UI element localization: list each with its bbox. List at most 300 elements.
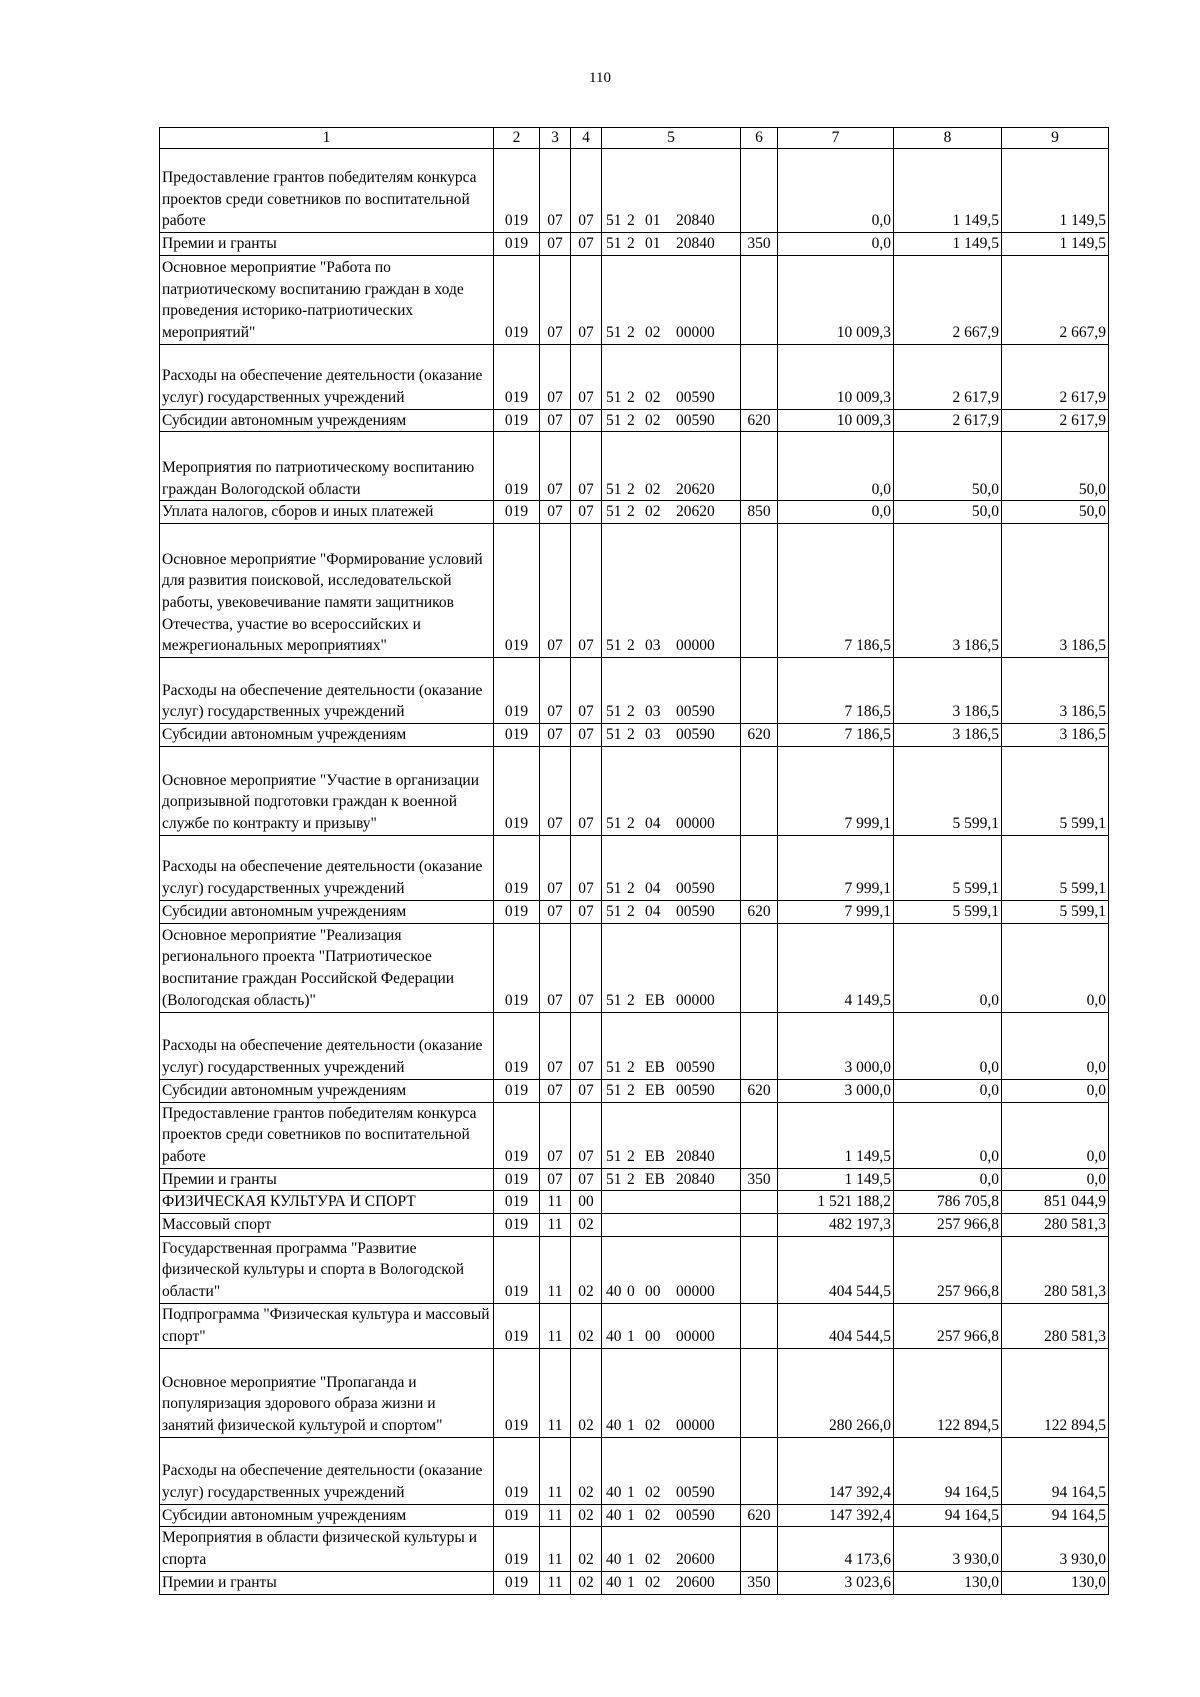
header-cell: 5 [602, 128, 741, 149]
amount-col8-cell: 3 930,0 [894, 1527, 1002, 1571]
code-target-article-cell [602, 1214, 741, 1237]
code-ministry-cell: 019 [494, 1437, 540, 1504]
amount-col8-cell: 2 617,9 [894, 409, 1002, 432]
table-row [160, 1191, 1109, 1214]
target-article-part: 00590 [676, 902, 715, 920]
code-section-cell: 07 [540, 900, 571, 923]
code-expense-type-cell: 620 [741, 1504, 778, 1527]
code-target-article-cell [602, 1079, 741, 1102]
target-article-part: EB [645, 1058, 665, 1076]
target-article-part: 1 [627, 1484, 635, 1502]
code-section-cell: 07 [540, 1168, 571, 1191]
row-name-cell: Государственная программа "Развитие физической культуры и спорта в Вологодской области" [160, 1236, 494, 1303]
amount-col8-cell: 130,0 [894, 1571, 1002, 1594]
target-article-part: 00590 [676, 703, 715, 721]
code-subsection-cell: 07 [571, 923, 602, 1012]
amount-col9-cell: 50,0 [1002, 432, 1109, 501]
amount-col9-cell: 0,0 [1002, 1079, 1109, 1102]
row-name-cell: Основное мероприятие "Формирование условий для развития поисковой, исследовательской работы, увековечивание памяти защитников Отечества, участие во всероссийских и межрегиональных мероприятиях" [160, 524, 494, 658]
target-article-part: 2 [627, 235, 635, 252]
target-article-part: 02 [645, 389, 661, 406]
target-article-part: 51 [606, 1147, 622, 1165]
target-article-part: 00590 [676, 726, 715, 744]
amount-col9-cell: 280 581,3 [1002, 1236, 1109, 1303]
target-article-part: 03 [645, 703, 661, 721]
amount-col9-cell: 851 044,9 [1002, 1191, 1109, 1214]
amount-col7-cell: 7 999,1 [778, 835, 894, 900]
target-article-part: 40 [606, 1506, 622, 1524]
target-article-part: 03 [645, 726, 661, 744]
code-subsection-cell: 07 [571, 501, 602, 524]
code-subsection-cell: 07 [571, 1079, 602, 1102]
target-article-part: 04 [645, 880, 661, 898]
code-subsection-cell: 02 [571, 1348, 602, 1437]
target-article-part: 00000 [676, 991, 715, 1009]
table-row [160, 149, 1109, 233]
amount-col8-cell: 5 599,1 [894, 900, 1002, 923]
table-row [160, 255, 1109, 344]
code-ministry-cell: 019 [494, 1236, 540, 1303]
amount-col7-cell: 482 197,3 [778, 1214, 894, 1237]
amount-col8-cell: 257 966,8 [894, 1303, 1002, 1348]
code-section-cell: 11 [540, 1191, 571, 1214]
table-row [160, 1437, 1109, 1504]
target-article-part: 51 [606, 1170, 622, 1188]
target-article-part: 2 [627, 815, 635, 833]
code-section-cell: 07 [540, 149, 571, 233]
amount-col7-cell: 7 186,5 [778, 524, 894, 658]
code-section-cell: 11 [540, 1504, 571, 1527]
table-row [160, 233, 1109, 256]
code-section-cell: 11 [540, 1348, 571, 1437]
amount-col9-cell: 5 599,1 [1002, 746, 1109, 835]
code-subsection-cell: 02 [571, 1527, 602, 1571]
amount-col8-cell: 0,0 [894, 1168, 1002, 1191]
code-ministry-cell: 019 [494, 1571, 540, 1594]
amount-col9-cell: 94 164,5 [1002, 1437, 1109, 1504]
header-cell: 9 [1002, 128, 1109, 149]
target-article-part: 51 [606, 480, 622, 498]
table-row [160, 1504, 1109, 1527]
target-article-part: 02 [645, 1484, 661, 1502]
table-row [160, 1527, 1109, 1571]
code-expense-type-cell [741, 1214, 778, 1237]
code-expense-type-cell [741, 1527, 778, 1571]
target-article-part: 03 [645, 637, 661, 655]
target-article-part: 20620 [676, 480, 715, 498]
code-subsection-cell: 02 [571, 1504, 602, 1527]
amount-col8-cell: 3 186,5 [894, 724, 1002, 747]
target-article-part: 51 [606, 991, 622, 1009]
target-article-part: 40 [606, 1328, 622, 1346]
amount-col9-cell: 50,0 [1002, 501, 1109, 524]
code-subsection-cell: 07 [571, 746, 602, 835]
target-article-part: 00590 [676, 1506, 715, 1524]
target-article-part: 2 [627, 880, 635, 898]
amount-col9-cell: 1 149,5 [1002, 149, 1109, 233]
code-expense-type-cell [741, 1236, 778, 1303]
code-ministry-cell: 019 [494, 149, 540, 233]
code-expense-type-cell [741, 746, 778, 835]
target-article-part: 1 [627, 1551, 635, 1569]
table-row [160, 524, 1109, 658]
code-ministry-cell: 019 [494, 524, 540, 658]
code-ministry-cell: 019 [494, 409, 540, 432]
amount-col7-cell: 3 023,6 [778, 1571, 894, 1594]
target-article-part: 2 [627, 991, 635, 1009]
amount-col9-cell: 94 164,5 [1002, 1504, 1109, 1527]
amount-col7-cell: 0,0 [778, 501, 894, 524]
code-expense-type-cell: 350 [741, 1168, 778, 1191]
target-article-part: 00590 [676, 880, 715, 898]
target-article-part: 02 [645, 480, 661, 498]
code-ministry-cell: 019 [494, 233, 540, 256]
target-article-part: 51 [606, 411, 622, 429]
amount-col7-cell: 7 186,5 [778, 724, 894, 747]
table-row [160, 746, 1109, 835]
code-target-article-cell [602, 1191, 741, 1214]
code-subsection-cell: 07 [571, 1012, 602, 1079]
row-name-cell: Субсидии автономным учреждениям [160, 409, 494, 432]
table-row [160, 1012, 1109, 1079]
code-expense-type-cell [741, 923, 778, 1012]
code-expense-type-cell: 620 [741, 724, 778, 747]
target-article-part: 02 [645, 411, 661, 429]
amount-col8-cell: 0,0 [894, 1012, 1002, 1079]
row-name-cell: Подпрограмма "Физическая культура и массовый спорт" [160, 1303, 494, 1348]
code-ministry-cell: 019 [494, 1012, 540, 1079]
code-section-cell: 07 [540, 923, 571, 1012]
target-article-part: 2 [627, 1081, 635, 1099]
target-article-part: 00000 [676, 324, 715, 341]
code-expense-type-cell [741, 149, 778, 233]
target-article-part: 51 [606, 212, 622, 230]
amount-col8-cell: 50,0 [894, 501, 1002, 524]
target-article-part: 51 [606, 703, 622, 721]
code-section-cell: 11 [540, 1527, 571, 1571]
amount-col8-cell: 94 164,5 [894, 1504, 1002, 1527]
amount-col8-cell: 786 705,8 [894, 1191, 1002, 1214]
amount-col9-cell: 3 930,0 [1002, 1527, 1109, 1571]
row-name-cell: Премии и гранты [160, 233, 494, 256]
amount-col7-cell: 3 000,0 [778, 1012, 894, 1079]
code-expense-type-cell [741, 658, 778, 724]
target-article-part: 2 [627, 389, 635, 406]
amount-col9-cell: 0,0 [1002, 1102, 1109, 1168]
target-article-part: 51 [606, 324, 622, 341]
row-name-cell: Основное мероприятие "Пропаганда и популяризация здорового образа жизни и занятий физической культурой и спортом" [160, 1348, 494, 1437]
amount-col7-cell: 7 999,1 [778, 900, 894, 923]
target-article-part: 51 [606, 637, 622, 655]
target-article-part: EB [645, 991, 665, 1009]
row-name-cell: Предоставление грантов победителям конкурса проектов среди советников по воспитательной работе [160, 149, 494, 233]
code-target-article-cell [602, 835, 741, 900]
target-article-part: 00 [645, 1328, 661, 1346]
table-row [160, 409, 1109, 432]
amount-col9-cell: 0,0 [1002, 1012, 1109, 1079]
code-expense-type-cell [741, 1303, 778, 1348]
amount-col9-cell: 3 186,5 [1002, 658, 1109, 724]
code-expense-type-cell [741, 1437, 778, 1504]
row-name-cell: Субсидии автономным учреждениям [160, 724, 494, 747]
table-row [160, 344, 1109, 409]
target-article-part: 51 [606, 1081, 622, 1099]
table-row [160, 1348, 1109, 1437]
code-expense-type-cell [741, 1102, 778, 1168]
amount-col7-cell: 147 392,4 [778, 1504, 894, 1527]
target-article-part: 20840 [676, 1147, 715, 1165]
amount-col7-cell: 0,0 [778, 149, 894, 233]
target-article-part: 02 [645, 324, 661, 341]
amount-col8-cell: 2 667,9 [894, 255, 1002, 344]
code-section-cell: 07 [540, 233, 571, 256]
target-article-part: 2 [627, 1170, 635, 1188]
amount-col7-cell: 0,0 [778, 432, 894, 501]
code-target-article-cell [602, 1504, 741, 1527]
code-section-cell: 07 [540, 344, 571, 409]
code-ministry-cell: 019 [494, 1504, 540, 1527]
target-article-part: 2 [627, 503, 635, 521]
target-article-part: 2 [627, 324, 635, 341]
amount-col7-cell: 10 009,3 [778, 409, 894, 432]
code-section-cell: 07 [540, 746, 571, 835]
code-target-article-cell [602, 1102, 741, 1168]
target-article-part: 40 [606, 1283, 622, 1301]
target-article-part: 02 [645, 1573, 661, 1591]
amount-col8-cell: 1 149,5 [894, 149, 1002, 233]
amount-col9-cell: 5 599,1 [1002, 835, 1109, 900]
row-name-cell: Расходы на обеспечение деятельности (оказание услуг) государственных учреждений [160, 1012, 494, 1079]
code-target-article-cell [602, 501, 741, 524]
row-name-cell: Субсидии автономным учреждениям [160, 1504, 494, 1527]
row-name-cell: Премии и гранты [160, 1168, 494, 1191]
amount-col7-cell: 280 266,0 [778, 1348, 894, 1437]
row-name-cell: Основное мероприятие "Участие в организации допризывной подготовки граждан к военной службе по контракту и призыву" [160, 746, 494, 835]
code-ministry-cell: 019 [494, 835, 540, 900]
code-section-cell: 11 [540, 1214, 571, 1237]
target-article-part: 2 [627, 1147, 635, 1165]
amount-col8-cell: 0,0 [894, 1102, 1002, 1168]
amount-col9-cell: 122 894,5 [1002, 1348, 1109, 1437]
header-cell: 1 [160, 128, 494, 149]
amount-col9-cell: 1 149,5 [1002, 233, 1109, 256]
target-article-part: EB [645, 1081, 665, 1099]
code-subsection-cell: 07 [571, 409, 602, 432]
header-row [160, 128, 1109, 149]
code-section-cell: 07 [540, 501, 571, 524]
target-article-part: 2 [627, 703, 635, 721]
target-article-part: 2 [627, 1058, 635, 1076]
code-expense-type-cell [741, 1348, 778, 1437]
target-article-part: 51 [606, 503, 622, 521]
target-article-part: 00590 [676, 1484, 715, 1502]
amount-col9-cell: 2 617,9 [1002, 344, 1109, 409]
code-ministry-cell: 019 [494, 658, 540, 724]
target-article-part: 51 [606, 815, 622, 833]
code-section-cell: 07 [540, 1102, 571, 1168]
row-name-cell: ФИЗИЧЕСКАЯ КУЛЬТУРА И СПОРТ [160, 1191, 494, 1214]
target-article-part: 00590 [676, 1058, 715, 1076]
target-article-part: 02 [645, 1506, 661, 1524]
target-article-part: 00000 [676, 1328, 715, 1346]
target-article-part: 40 [606, 1551, 622, 1569]
target-article-part: 40 [606, 1417, 622, 1435]
code-subsection-cell: 07 [571, 344, 602, 409]
code-target-article-cell [602, 1236, 741, 1303]
code-ministry-cell: 019 [494, 1079, 540, 1102]
header-cell: 6 [741, 128, 778, 149]
target-article-part: 00000 [676, 815, 715, 833]
target-article-part: 02 [645, 1417, 661, 1435]
code-target-article-cell [602, 432, 741, 501]
target-article-part: 20840 [676, 1170, 715, 1188]
target-article-part: 40 [606, 1484, 622, 1502]
code-expense-type-cell [741, 432, 778, 501]
code-expense-type-cell [741, 835, 778, 900]
code-expense-type-cell [741, 1012, 778, 1079]
table-row [160, 658, 1109, 724]
amount-col8-cell: 257 966,8 [894, 1214, 1002, 1237]
amount-col9-cell: 2 617,9 [1002, 409, 1109, 432]
target-article-part: 2 [627, 411, 635, 429]
target-article-part: 02 [645, 1551, 661, 1569]
table-row [160, 1214, 1109, 1237]
code-section-cell: 11 [540, 1236, 571, 1303]
code-subsection-cell: 07 [571, 432, 602, 501]
code-expense-type-cell [741, 524, 778, 658]
code-ministry-cell: 019 [494, 1191, 540, 1214]
code-ministry-cell: 019 [494, 1527, 540, 1571]
code-section-cell: 11 [540, 1437, 571, 1504]
code-subsection-cell: 00 [571, 1191, 602, 1214]
target-article-part: EB [645, 1170, 665, 1188]
code-subsection-cell: 07 [571, 524, 602, 658]
code-section-cell: 07 [540, 658, 571, 724]
code-subsection-cell: 07 [571, 835, 602, 900]
amount-col8-cell: 50,0 [894, 432, 1002, 501]
header-cell: 8 [894, 128, 1002, 149]
target-article-part: 1 [627, 1328, 635, 1346]
amount-col8-cell: 257 966,8 [894, 1236, 1002, 1303]
target-article-part: 20600 [676, 1573, 715, 1591]
code-ministry-cell: 019 [494, 344, 540, 409]
target-article-part: 02 [645, 503, 661, 521]
amount-col8-cell: 5 599,1 [894, 746, 1002, 835]
target-article-part: 04 [645, 815, 661, 833]
target-article-part: 00000 [676, 1283, 715, 1301]
target-article-part: 1 [627, 1506, 635, 1524]
code-subsection-cell: 07 [571, 149, 602, 233]
target-article-part: 51 [606, 235, 622, 252]
amount-col7-cell: 10 009,3 [778, 255, 894, 344]
row-name-cell: Расходы на обеспечение деятельности (оказание услуг) государственных учреждений [160, 1437, 494, 1504]
code-ministry-cell: 019 [494, 501, 540, 524]
row-name-cell: Массовый спорт [160, 1214, 494, 1237]
target-article-part: 2 [627, 637, 635, 655]
code-section-cell: 07 [540, 724, 571, 747]
target-article-part: 1 [627, 1417, 635, 1435]
target-article-part: 00590 [676, 411, 715, 429]
code-subsection-cell: 07 [571, 900, 602, 923]
row-name-cell: Расходы на обеспечение деятельности (оказание услуг) государственных учреждений [160, 835, 494, 900]
code-subsection-cell: 02 [571, 1571, 602, 1594]
amount-col9-cell: 5 599,1 [1002, 900, 1109, 923]
amount-col9-cell: 2 667,9 [1002, 255, 1109, 344]
amount-col9-cell: 280 581,3 [1002, 1214, 1109, 1237]
code-target-article-cell [602, 724, 741, 747]
amount-col8-cell: 122 894,5 [894, 1348, 1002, 1437]
table-row [160, 724, 1109, 747]
code-subsection-cell: 07 [571, 1102, 602, 1168]
code-section-cell: 07 [540, 255, 571, 344]
table-row [160, 900, 1109, 923]
code-expense-type-cell [741, 344, 778, 409]
amount-col8-cell: 0,0 [894, 923, 1002, 1012]
amount-col9-cell: 0,0 [1002, 923, 1109, 1012]
code-subsection-cell: 07 [571, 233, 602, 256]
header-cell: 7 [778, 128, 894, 149]
row-name-cell: Основное мероприятие "Работа по патриотическому воспитанию граждан в ходе проведения историко-патриотических мероприятий" [160, 255, 494, 344]
amount-col7-cell: 0,0 [778, 233, 894, 256]
target-article-part: 00590 [676, 1081, 715, 1099]
code-subsection-cell: 07 [571, 724, 602, 747]
code-subsection-cell: 07 [571, 255, 602, 344]
amount-col8-cell: 2 617,9 [894, 344, 1002, 409]
code-ministry-cell: 019 [494, 1303, 540, 1348]
code-target-article-cell [602, 255, 741, 344]
target-article-part: 2 [627, 726, 635, 744]
code-ministry-cell: 019 [494, 1102, 540, 1168]
table-row [160, 1236, 1109, 1303]
table-row [160, 1168, 1109, 1191]
code-expense-type-cell: 850 [741, 501, 778, 524]
code-target-article-cell [602, 1527, 741, 1571]
page-number: 110 [589, 70, 611, 86]
code-ministry-cell: 019 [494, 923, 540, 1012]
row-name-cell: Расходы на обеспечение деятельности (оказание услуг) государственных учреждений [160, 344, 494, 409]
amount-col8-cell: 94 164,5 [894, 1437, 1002, 1504]
code-ministry-cell: 019 [494, 900, 540, 923]
code-section-cell: 07 [540, 524, 571, 658]
code-expense-type-cell: 350 [741, 1571, 778, 1594]
code-target-article-cell [602, 1012, 741, 1079]
code-ministry-cell: 019 [494, 255, 540, 344]
target-article-part: 01 [645, 212, 661, 230]
code-target-article-cell [602, 1571, 741, 1594]
code-ministry-cell: 019 [494, 1168, 540, 1191]
amount-col7-cell: 3 000,0 [778, 1079, 894, 1102]
code-target-article-cell [602, 923, 741, 1012]
target-article-part: 04 [645, 902, 661, 920]
target-article-part: 20840 [676, 212, 715, 230]
code-section-cell: 07 [540, 432, 571, 501]
code-target-article-cell [602, 1303, 741, 1348]
amount-col9-cell: 130,0 [1002, 1571, 1109, 1594]
amount-col7-cell: 1 521 188,2 [778, 1191, 894, 1214]
code-subsection-cell: 02 [571, 1236, 602, 1303]
table-row [160, 835, 1109, 900]
target-article-part: 51 [606, 726, 622, 744]
row-name-cell: Субсидии автономным учреждениям [160, 1079, 494, 1102]
table-row [160, 923, 1109, 1012]
row-name-cell: Субсидии автономным учреждениям [160, 900, 494, 923]
code-target-article-cell [602, 1437, 741, 1504]
row-name-cell: Основное мероприятие "Реализация регионального проекта "Патриотическое воспитание граждан Российской Федерации (Вологодская область)" [160, 923, 494, 1012]
amount-col7-cell: 7 999,1 [778, 746, 894, 835]
target-article-part: 00590 [676, 389, 715, 406]
amount-col7-cell: 404 544,5 [778, 1303, 894, 1348]
table-row [160, 1102, 1109, 1168]
